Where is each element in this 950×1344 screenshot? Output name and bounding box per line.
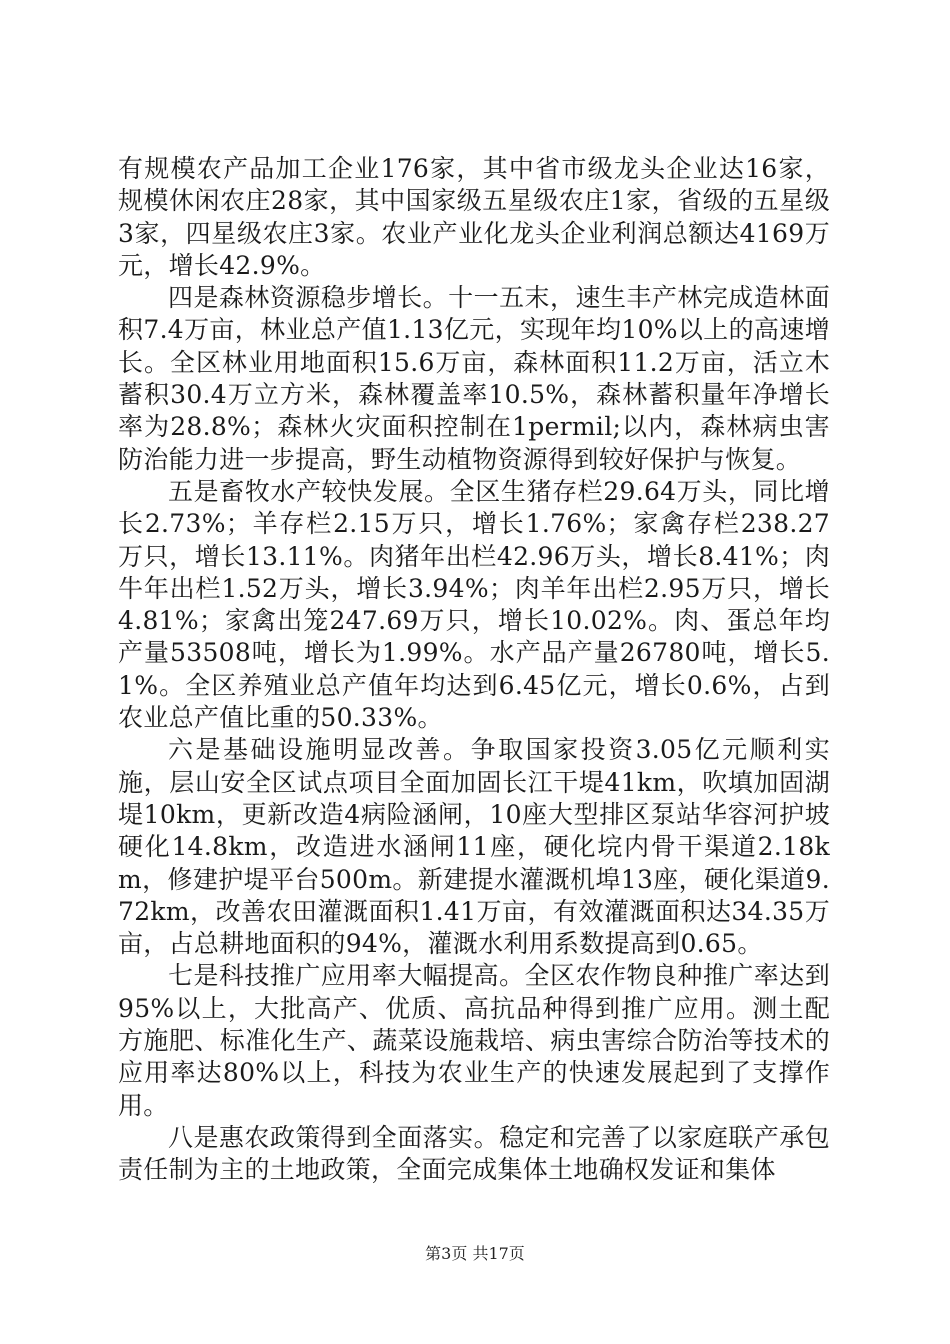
paragraph-infrastructure: 六是基础设施明显改善。争取国家投资3.05亿元顺利实施，层山安全区试点项目全面加固长江干堤41km，吹填加固湖堤10km，更新改造4病险涵闸，10座大型排区泵站华容河护坡硬化14.8km，改造进水涵闸11座，硬化垸内骨干渠道2.18km，修建护堤平台500m。新建提水灌溉机埠13座，硬化渠道9.72km，改善农田灌溉面积1.41万亩，有效灌溉面积达34.35万亩，占总耕地面积的94%，灌溉水利用系数提高到0.65。 [118, 735, 830, 959]
page-number-footer: 第3页 共17页 [425, 1244, 525, 1263]
document-body [118, 153, 830, 1187]
paragraph-continuation: 有规模农产品加工企业176家，其中省市级龙头企业达16家，规模休闲农庄28家，其中国家级五星级农庄1家，省级的五星级3家，四星级农庄3家。农业产业化龙头企业利润总额达4169万元，增长42.9%。 [118, 154, 830, 280]
paragraph-technology: 七是科技推广应用率大幅提高。全区农作物良种推广率达到95%以上，大批高产、优质、高抗品种得到推广应用。测土配方施肥、标准化生产、蔬菜设施栽培、病虫害综合防治等技术的应用率达80%以上，科技为农业生产的快速发展起到了支撑作用。 [118, 961, 830, 1120]
paragraph-policy: 八是惠农政策得到全面落实。稳定和完善了以家庭联产承包责任制为主的土地政策，全面完成集体土地确权发证和集体 [118, 1122, 830, 1185]
paragraph-forestry: 四是森林资源稳步增长。十一五末，速生丰产林完成造林面积7.4万亩，林业总产值1.13亿元，实现年均10%以上的高速增长。全区林业用地面积15.6万亩，森林面积11.2万亩，活立木蓄积30.4万立方米，森林覆盖率10.5%，森林蓄积量年净增长率为28.8%；森林火灾面积控制在1permil;以内，森林病虫害防治能力进一步提高，野生动植物资源得到较好保护与恢复。 [118, 283, 830, 474]
paragraph-livestock: 五是畜牧水产较快发展。全区生猪存栏29.64万头，同比增长2.73%；羊存栏2.15万只，增长1.76%；家禽存栏238.27万只，增长13.11%。肉猪年出栏42.96万头，增长8.41%；肉牛年出栏1.52万头，增长3.94%；肉羊年出栏2.95万只，增长4.81%；家禽出笼247.69万只，增长10.02%。肉、蛋总年均产量53508吨，增长为1.99%。水产品产量26780吨，增长5.1%。全区养殖业总产值年均达到6.45亿元，增长0.6%，占到农业总产值比重的50.33%。 [118, 476, 830, 733]
